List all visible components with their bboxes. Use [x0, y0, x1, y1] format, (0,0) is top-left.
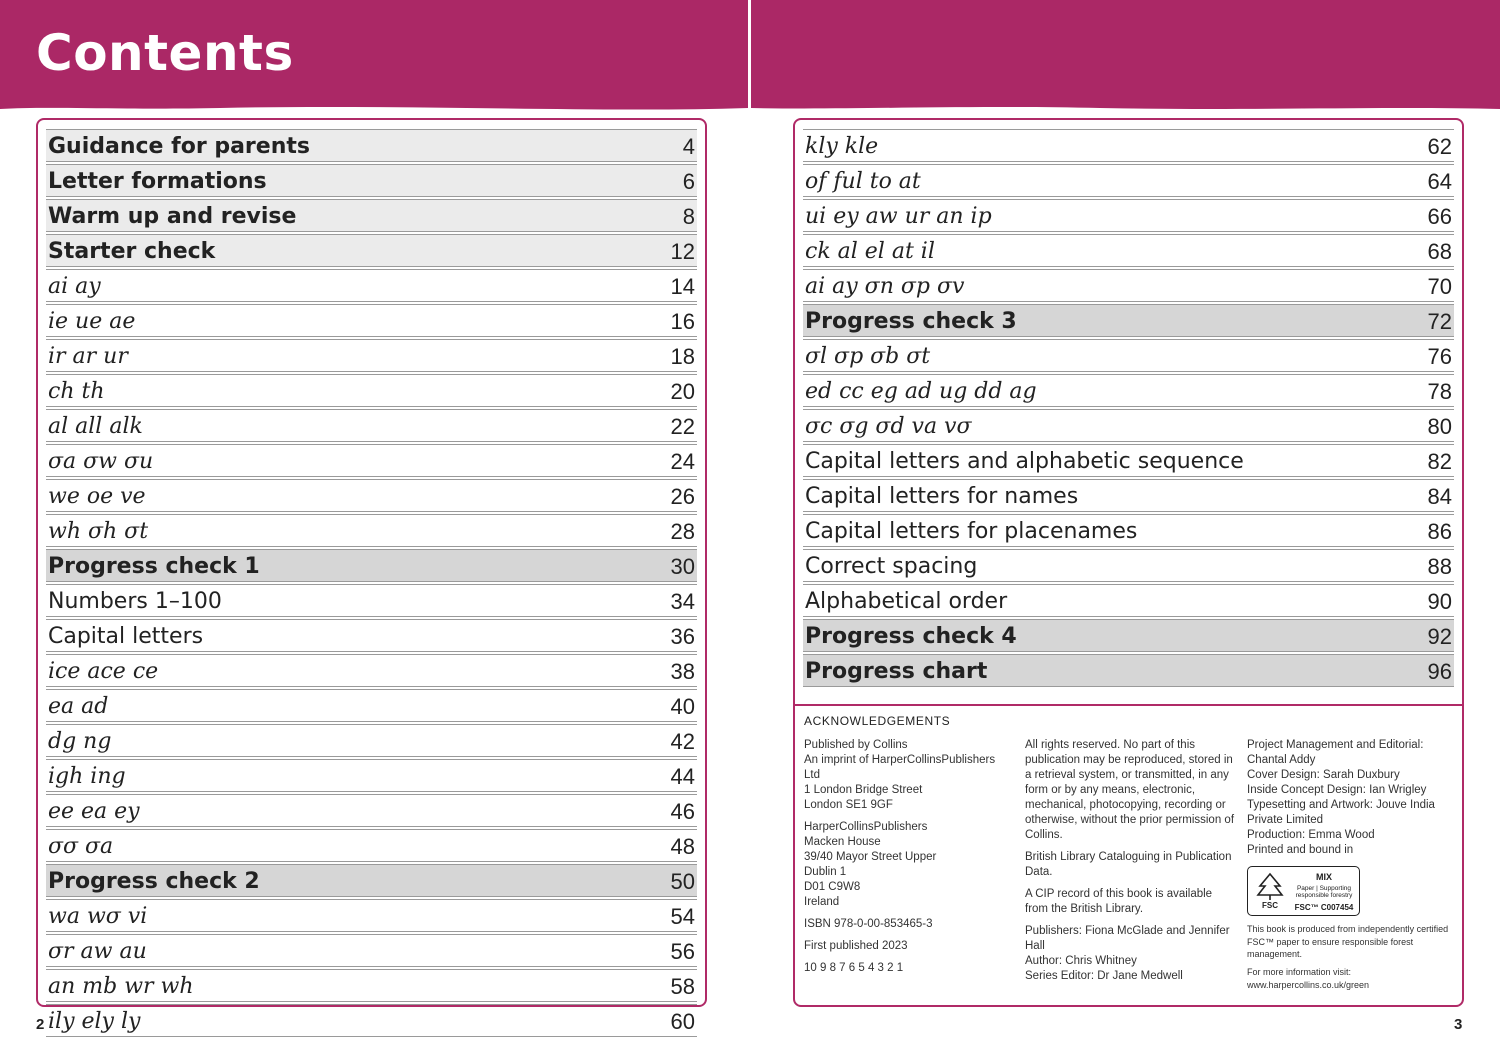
fsc-mix-label: MIX: [1315, 872, 1332, 882]
toc-row: [46, 934, 697, 967]
toc-label: Progress check 4: [805, 624, 1017, 649]
toc-row: [803, 304, 1454, 337]
toc-label: ice ace ce: [48, 659, 159, 684]
toc-row: [46, 1004, 697, 1037]
fsc-logo-text: FSC: [1262, 901, 1278, 910]
toc-row: [46, 269, 697, 302]
toc-label: Capital letters and alphabetic sequence: [805, 449, 1244, 474]
toc-row: [46, 479, 697, 512]
toc-row: [803, 409, 1454, 442]
toc-row: [46, 689, 697, 722]
toc-label: σl σp σb σt: [805, 344, 931, 369]
toc-page-number: 38: [670, 659, 695, 684]
isbn: ISBN 978-0-00-853465-3: [804, 918, 933, 930]
toc-row: [46, 514, 697, 547]
toc-page-number: 30: [670, 554, 695, 579]
toc-row: [46, 654, 697, 687]
toc-row: [46, 549, 697, 582]
toc-row: [803, 654, 1454, 687]
toc-label: σa σw σu: [48, 449, 154, 474]
toc-page-number: 50: [670, 869, 695, 894]
toc-page-number: 54: [670, 904, 695, 929]
toc-label: wh σh σt: [48, 519, 149, 544]
toc-page-number: 88: [1427, 554, 1452, 579]
toc-row: [46, 409, 697, 442]
toc-label: ai ay σn σp σv: [805, 274, 965, 299]
toc-page-number: 44: [670, 764, 695, 789]
toc-list-left: [46, 129, 697, 1039]
toc-label: ai ay: [48, 274, 101, 299]
toc-page-number: 92: [1427, 624, 1452, 649]
toc-row: [46, 199, 697, 232]
toc-page-number: 16: [670, 309, 695, 334]
toc-page-number: 68: [1427, 239, 1452, 264]
toc-label: an mb wr wh: [48, 974, 194, 999]
toc-row: [46, 234, 697, 267]
toc-label: σc σg σd va vσ: [805, 414, 972, 439]
toc-row: [46, 619, 697, 652]
toc-label: dg ng: [48, 729, 112, 754]
toc-label: ed cc eg ad ug dd ag: [805, 379, 1037, 404]
fsc-note: This book is produced from independently certified FSC™ paper to ensure responsible forest management.: [1247, 924, 1449, 959]
toc-list-right: [803, 129, 1454, 689]
toc-label: kly kle: [805, 134, 879, 159]
toc-label: wa wσ vi: [48, 904, 148, 929]
toc-page-number: 80: [1427, 414, 1452, 439]
toc-row: [46, 584, 697, 617]
toc-label: Warm up and revise: [48, 204, 297, 229]
toc-row: [46, 374, 697, 407]
credits-publishers: Publishers: Fiona McGlade and Jennifer Hall Author: Chris Whitney Series Editor: Dr Jane Medwell: [1025, 925, 1230, 982]
toc-page-number: 8: [682, 204, 695, 229]
more-info-note: For more information visit: www.harpercollins.co.uk/green: [1247, 967, 1370, 990]
toc-page-number: 48: [670, 834, 695, 859]
toc-label: Progress check 2: [48, 869, 260, 894]
toc-page-number: 72: [1427, 309, 1452, 334]
toc-label: of ful to at: [805, 169, 921, 194]
toc-page-number: 62: [1427, 134, 1452, 159]
toc-label: ck al el at il: [805, 239, 935, 264]
page-number-left: 2: [36, 1016, 45, 1033]
toc-row: [803, 199, 1454, 232]
toc-label: σσ σa: [48, 834, 114, 859]
publisher-ireland-address: HarperCollinsPublishers Macken House 39/40 Mayor Street Upper Dublin 1 D01 C9W8 Ireland: [804, 821, 937, 908]
toc-row: [803, 339, 1454, 372]
cataloguing-statement: British Library Cataloguing in Publication Data.: [1025, 851, 1232, 878]
toc-label: Capital letters: [48, 624, 204, 649]
toc-label: Numbers 1–100: [48, 589, 222, 614]
toc-page-number: 20: [670, 379, 695, 404]
page-number-right: 3: [1454, 1016, 1463, 1033]
publisher-address: Published by Collins An imprint of HarperCollinsPublishers Ltd 1 London Bridge Street London SE1 9GF: [804, 739, 996, 811]
toc-row: [46, 829, 697, 862]
cip-statement: A CIP record of this book is available from the British Library.: [1025, 888, 1213, 915]
toc-row: [46, 304, 697, 337]
toc-page-number: 14: [670, 274, 695, 299]
toc-page-number: 18: [670, 344, 695, 369]
toc-label: ir ar ur: [48, 344, 128, 369]
toc-page-number: 70: [1427, 274, 1452, 299]
toc-page-number: 12: [670, 239, 695, 264]
toc-page-number: 42: [670, 729, 695, 754]
toc-page-number: 28: [670, 519, 695, 544]
toc-label: ea ad: [48, 694, 109, 719]
toc-page-number: 46: [670, 799, 695, 824]
toc-label: Capital letters for names: [805, 484, 1079, 509]
toc-page-number: 90: [1427, 589, 1452, 614]
toc-page-number: 4: [682, 134, 695, 159]
toc-page-number: 58: [670, 974, 695, 999]
acknowledgements-heading: ACKNOWLEDGEMENTS: [804, 714, 951, 728]
page-title: Contents: [36, 24, 294, 82]
toc-page-number: 26: [670, 484, 695, 509]
toc-row: [803, 619, 1454, 652]
fsc-logo: [1247, 866, 1360, 916]
toc-label: we oe ve: [48, 484, 146, 509]
toc-row: [46, 444, 697, 477]
toc-label: ee ea ey: [48, 799, 140, 824]
toc-row: [46, 129, 697, 162]
toc-page-number: 24: [670, 449, 695, 474]
toc-label: Capital letters for placenames: [805, 519, 1138, 544]
toc-page-number: 66: [1427, 204, 1452, 229]
toc-page-number: 96: [1427, 659, 1452, 684]
credits-production: Project Management and Editorial: Chantal Addy Cover Design: Sarah Duxbury Inside Concept Design: Ian Wrigley Typesetting and Artwork: Jouve India Private Limited Production: Emma Wood Printed and bound in: [1247, 739, 1435, 856]
toc-row: [803, 549, 1454, 582]
toc-row: [803, 234, 1454, 267]
toc-page-number: 34: [670, 589, 695, 614]
toc-row: [46, 969, 697, 1002]
toc-label: Alphabetical order: [805, 589, 1008, 614]
toc-page-number: 40: [670, 694, 695, 719]
toc-label: Correct spacing: [805, 554, 978, 579]
acknowledgements-column-1: [804, 738, 1014, 983]
acknowledgements-divider: [795, 704, 1462, 706]
toc-label: σr aw au: [48, 939, 147, 964]
toc-row: [803, 444, 1454, 477]
toc-row: [803, 584, 1454, 617]
fsc-tree-icon: [1254, 871, 1286, 911]
toc-label: Progress chart: [805, 659, 988, 684]
toc-row: [46, 899, 697, 932]
toc-row: [803, 479, 1454, 512]
fsc-paper-label: Paper | Supporting responsible forestry: [1295, 885, 1353, 899]
toc-label: Progress check 1: [48, 554, 260, 579]
toc-row: [803, 514, 1454, 547]
toc-label: ch th: [48, 379, 105, 404]
toc-label: ie ue ae: [48, 309, 136, 334]
toc-page-number: 82: [1427, 449, 1452, 474]
toc-row: [46, 164, 697, 197]
rights-statement: All rights reserved. No part of this publication may be reproduced, stored in a retrieval system, or transmitted, in any form or by any means, electronic, mechanical, photocopying, recording or otherwise, without the prior permission of Collins.: [1025, 739, 1235, 841]
toc-row: [46, 339, 697, 372]
toc-label: ui ey aw ur an ip: [805, 204, 992, 229]
toc-label: igh ing: [48, 764, 126, 789]
toc-page-number: 22: [670, 414, 695, 439]
first-published: First published 2023: [804, 940, 908, 952]
toc-row: [803, 374, 1454, 407]
toc-row: [803, 164, 1454, 197]
toc-page-number: 56: [670, 939, 695, 964]
print-line: 10 9 8 7 6 5 4 3 2 1: [804, 962, 904, 974]
toc-page-number: 36: [670, 624, 695, 649]
toc-label: al all alk: [48, 414, 143, 439]
toc-page-number: 78: [1427, 379, 1452, 404]
fsc-code: FSC™ C007454: [1294, 903, 1354, 912]
toc-row: [803, 269, 1454, 302]
toc-row: [46, 724, 697, 757]
toc-row: [803, 129, 1454, 162]
toc-label: ily ely ly: [48, 1009, 141, 1034]
toc-label: Progress check 3: [805, 309, 1017, 334]
toc-page-number: 86: [1427, 519, 1452, 544]
toc-page-number: 84: [1427, 484, 1452, 509]
toc-page-number: 6: [682, 169, 695, 194]
toc-row: [46, 864, 697, 897]
toc-row: [46, 759, 697, 792]
toc-page-number: 64: [1427, 169, 1452, 194]
toc-label: Starter check: [48, 239, 216, 264]
acknowledgements-column-2: [1025, 738, 1235, 991]
toc-page-number: 60: [670, 1009, 695, 1034]
toc-row: [46, 794, 697, 827]
acknowledgements-column-3: [1247, 738, 1457, 865]
toc-label: Letter formations: [48, 169, 267, 194]
toc-label: Guidance for parents: [48, 134, 310, 159]
toc-page-number: 76: [1427, 344, 1452, 369]
